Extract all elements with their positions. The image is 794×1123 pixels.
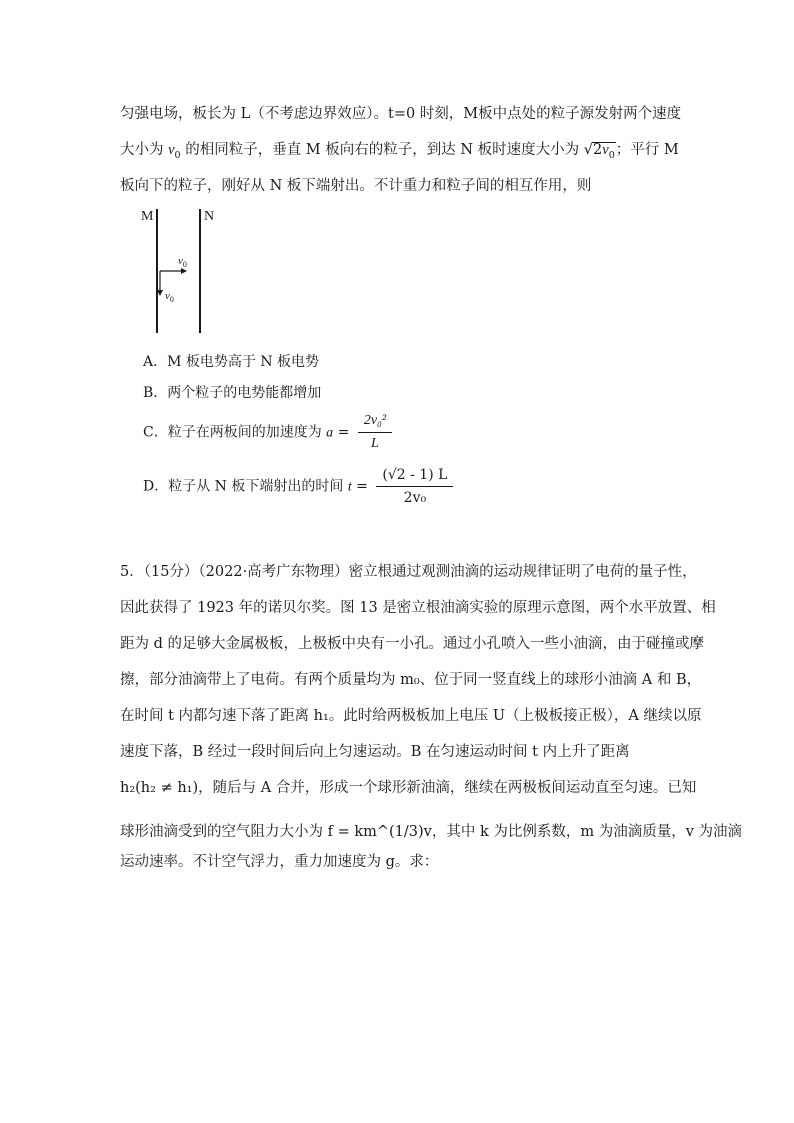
q4-text-line-1: 匀强电场，板长为 L（不考虑边界效应）。t=0 时刻，M板中点处的粒子源发射两个速度 (120, 106, 682, 122)
arrow-down-label: $v_0$ (165, 290, 174, 304)
q5-text-line-3: 距为 d 的足够大金属极板，上极板中央有一小孔。通过小孔喷入一些小油滴，由于碰撞或摩 (120, 636, 704, 652)
plate-m-label: M (141, 209, 154, 224)
option-b: B．两个粒子的电势能都增加 (143, 385, 322, 401)
option-c-fraction: $\frac{\text{2v₀²}}{L}$ (358, 412, 392, 453)
q5-text-line-2: 因此获得了 1923 年的诺贝尔奖。图 13 是密立根油滴实验的原理示意图，两个水平放置、相 (120, 600, 716, 616)
plate-n-label: N (204, 209, 215, 224)
q5-text-line-8: 球形油滴受到的空气阻力大小为 f = km^(1/3)v，其中 k 为比例系数，m 为油滴质量，v 为油滴 (120, 824, 743, 840)
arrow-right-label: $v_0$ (178, 255, 187, 269)
option-d-fraction: $\frac{(√2 - 1) L}{\text{2v₀}}$ (376, 466, 453, 507)
option-c: C．粒子在两板间的加速度为 a = $\frac{\text{2v₀²}}{L}$ (143, 412, 392, 453)
q4-text-line-3: 板向下的粒子，刚好从 N 板下端射出。不计重力和粒子间的相互作用，则 (120, 178, 592, 194)
q4-text-line-2: 大小为 $v_0$ 的相同粒子，垂直 M 板向右的粒子，到达 N 板时速度大小为 $√2v_0$；平行 M (120, 142, 679, 161)
option-d: D．粒子从 N 板下端射出的时间 t = $\frac{(√2 - 1) L}{\text{2v₀}}$ (143, 466, 453, 507)
q5-text-line-1: 5．（15分）（2022·高考广东物理）密立根通过观测油滴的运动规律证明了电荷的量子性， (120, 564, 697, 580)
capacitor-plates-diagram (140, 205, 230, 340)
q5-text-line-4: 擦，部分油滴带上了电荷。有两个质量均为 m₀、位于同一竖直线上的球形小油滴 A 和 B， (120, 672, 702, 688)
q5-text-line-9: 运动速率。不计空气浮力，重力加速度为 g。求： (120, 854, 439, 870)
q5-text-line-5: 在时间 t 内都匀速下落了距离 h₁。此时给两极板加上电压 U（上极板接正极），A 继续以原 (120, 708, 702, 724)
q5-text-line-6: 速度下落，B 经过一段时间后向上匀速运动。B 在匀速运动时间 t 内上升了距离 (120, 744, 630, 760)
q5-text-line-7: h₂(h₂ ≠ h₁)，随后与 A 合并，形成一个球形新油滴，继续在两极板间运动直至匀速。已知 (120, 780, 697, 796)
sqrt-2-v0: $2v_0$ (593, 142, 615, 161)
option-a: A．M 板电势高于 N 板电势 (143, 354, 320, 370)
